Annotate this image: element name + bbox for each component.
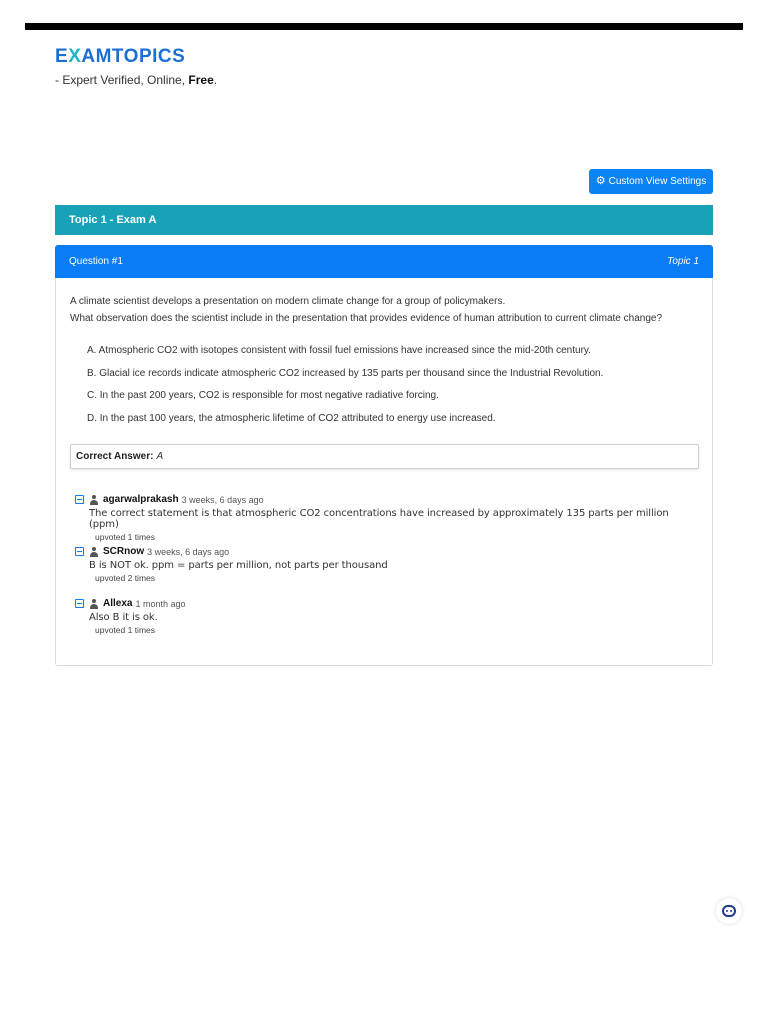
comment-timestamp: 1 month ago bbox=[135, 598, 186, 609]
choice-d[interactable]: D. In the past 100 years, the atmospheric lifetime of CO2 attributed to energy use increased. bbox=[87, 412, 496, 424]
top-border-bar bbox=[25, 23, 743, 30]
choice-a[interactable]: A. Atmospheric CO2 with isotopes consistent with fossil fuel emissions have increased since the mid-20th century. bbox=[87, 345, 591, 356]
collapse-toggle-icon[interactable] bbox=[75, 599, 84, 608]
comment bbox=[75, 597, 675, 635]
question-text: A climate scientist develops a presentation on modern climate change for a group of policymakers. What observation does the scientist include in the presentation that provides evidence of human attribution to current climate change? bbox=[70, 296, 663, 324]
user-icon bbox=[90, 495, 98, 505]
comment-timestamp: 3 weeks, 6 days ago bbox=[181, 494, 264, 505]
comment-username[interactable]: agarwalprakash bbox=[103, 494, 179, 505]
question-number: Question #1 bbox=[69, 256, 123, 267]
examtopics-logo[interactable]: EXAMTOPICS bbox=[55, 46, 186, 67]
topic-title: Topic 1 - Exam A bbox=[69, 214, 157, 226]
chat-widget-icon[interactable] bbox=[716, 898, 742, 924]
comment-username[interactable]: SCRnow bbox=[103, 546, 145, 557]
correct-answer-value: A bbox=[156, 451, 164, 462]
comment-upvotes: upvoted 1 times bbox=[95, 532, 156, 542]
custom-view-settings-button[interactable]: ⚙ Custom View Settings bbox=[589, 169, 713, 194]
user-icon bbox=[90, 599, 98, 609]
comment-upvotes: upvoted 1 times bbox=[95, 625, 156, 635]
question-card bbox=[55, 245, 713, 666]
answer-choices bbox=[87, 343, 603, 433]
tagline: - Expert Verified, Online, Free. bbox=[55, 73, 218, 87]
comment-timestamp: 3 weeks, 6 days ago bbox=[147, 546, 230, 557]
comment bbox=[75, 493, 675, 542]
collapse-toggle-icon[interactable] bbox=[75, 495, 84, 504]
correct-answer-label: Correct Answer: bbox=[76, 451, 154, 462]
user-icon bbox=[90, 547, 98, 557]
question-topic: Topic 1 bbox=[667, 256, 699, 267]
collapse-toggle-icon[interactable] bbox=[75, 547, 84, 556]
comment-text: B is NOT ok. ppm = parts per million, not parts per thousand bbox=[89, 560, 388, 571]
comment-upvotes: upvoted 2 times bbox=[95, 573, 156, 583]
comment-text: The correct statement is that atmospheric CO2 concentrations have increased by approximately 135 parts per million (ppm) bbox=[89, 508, 669, 530]
comment bbox=[75, 545, 675, 583]
comment-username[interactable]: Allexa bbox=[103, 598, 133, 609]
choice-c[interactable]: C. In the past 200 years, CO2 is responsible for most negative radiative forcing. bbox=[87, 390, 439, 401]
question-header bbox=[55, 245, 713, 278]
choice-b[interactable]: B. Glacial ice records indicate atmospheric CO2 increased by 135 parts per thousand since the Industrial Revolution. bbox=[87, 367, 604, 379]
gear-icon: ⚙ bbox=[595, 175, 606, 187]
correct-answer-box bbox=[70, 444, 699, 469]
topic-header bbox=[55, 205, 713, 235]
comment-text: Also B it is ok. bbox=[89, 612, 158, 623]
